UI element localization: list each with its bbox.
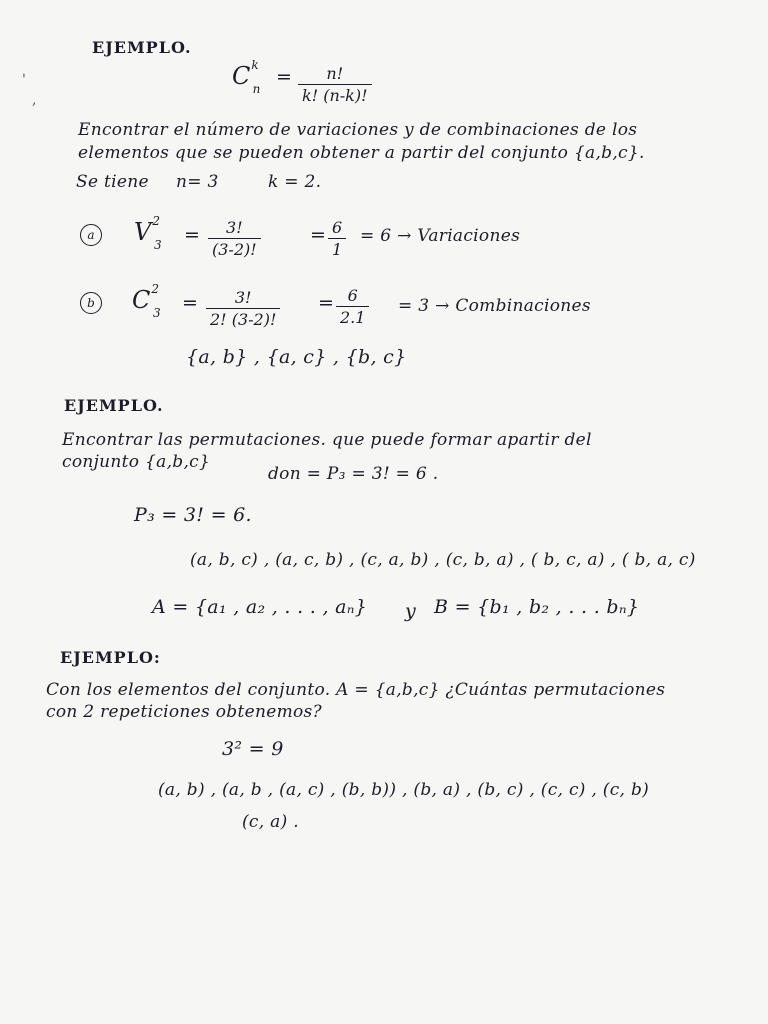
formula-sup: k [251, 58, 259, 72]
set-b: B = {b₁ , b₂ , . . . bₙ} [434, 596, 640, 618]
combination-symbol [132, 282, 161, 320]
example-2-problem-line-1: Encontrar las permutaciones. que puede formar apartir del [62, 430, 592, 450]
part-a-equals: = [184, 224, 201, 246]
part-a-result: = 6 → Variaciones [360, 226, 521, 246]
set-connector: y [405, 600, 417, 622]
part-b-equals: = [182, 292, 199, 314]
p3-value: P₃ = 3! = 6. [134, 504, 252, 526]
given-label: Se tiene [76, 172, 149, 192]
example-2-problem-line-2a: conjunto {a,b,c} [62, 452, 211, 472]
combination-formula-symbol [232, 58, 261, 96]
example-3-problem-line-1: Con los elementos del conjunto. A = {a,b,c} ¿Cuántas permutaciones [46, 680, 666, 700]
variation-letter: V [134, 218, 152, 246]
part-b-fraction-2 [336, 286, 369, 327]
set-a: A = {a₁ , a₂ , . . . , aₙ} [152, 596, 368, 618]
part-b-denominator-2: 2.1 [340, 308, 366, 327]
example-3-problem-line-2: con 2 repeticiones obtenemos? [46, 702, 322, 722]
part-b-fraction [206, 288, 280, 329]
margin-mark: , [32, 92, 37, 108]
part-b-equals-2: = [318, 292, 335, 314]
part-a-equals-2: = [310, 224, 327, 246]
part-a-denominator: (3-2)! [212, 240, 257, 259]
part-b-denominator: 2! (3-2)! [210, 310, 277, 329]
example-1-problem-line-1: Encontrar el número de variaciones y de combinaciones de los [78, 120, 638, 140]
repetition-list-line-2: (c, a) . [242, 812, 299, 832]
example-2-heading: EJEMPLO. [64, 396, 164, 415]
example-1-heading: EJEMPLO. [92, 38, 192, 57]
part-b-numerator: 3! [234, 288, 252, 307]
part-a-numerator-2: 6 [332, 218, 343, 237]
part-a-numerator: 3! [226, 218, 243, 237]
permutation-list: (a, b, c) , (a, c, b) , (c, a, b) , (c, b, a) , ( b, c, a) , ( b, a, c) [190, 550, 696, 570]
example-1-problem-line-2: elementos que se pueden obtener a partir del conjunto {a,b,c}. [78, 143, 645, 163]
example-2-problem-line-2b: don = P₃ = 3! = 6 . [268, 464, 439, 484]
given-n: n= 3 [176, 172, 219, 192]
part-a-fraction [208, 218, 261, 259]
part-a-fraction-2 [328, 218, 346, 259]
given-k: k = 2. [268, 172, 322, 192]
example-3-heading: EJEMPLO: [60, 648, 161, 667]
formula-equals: = [276, 66, 293, 88]
combination-sup: 2 [151, 282, 160, 296]
part-b-numerator-2: 6 [347, 286, 358, 305]
combination-sub: 3 [153, 305, 161, 320]
combination-letter: C [132, 286, 151, 314]
part-a-denominator-2: 1 [332, 240, 343, 259]
formula-fraction [298, 64, 372, 105]
power-result: 3² = 9 [222, 738, 284, 760]
formula-symbol-letter: C [232, 62, 251, 90]
variation-sup: 2 [152, 214, 160, 228]
formula-sub: n [252, 81, 261, 96]
repetition-list-line-1: (a, b) , (a, b , (a, c) , (b, b)) , (b, a) , (b, c) , (c, c) , (c, b) [158, 780, 650, 800]
margin-mark: ' [22, 72, 26, 88]
formula-numerator: n! [326, 64, 344, 83]
part-b-marker: b [80, 292, 102, 314]
formula-denominator: k! (n-k)! [302, 86, 368, 105]
variation-sub: 3 [153, 237, 162, 252]
part-a-marker: a [80, 224, 102, 246]
part-b-result: = 3 → Combinaciones [398, 296, 591, 316]
combination-sets: {a, b} , {a, c} , {b, c} [186, 346, 407, 368]
variation-symbol [134, 214, 162, 252]
